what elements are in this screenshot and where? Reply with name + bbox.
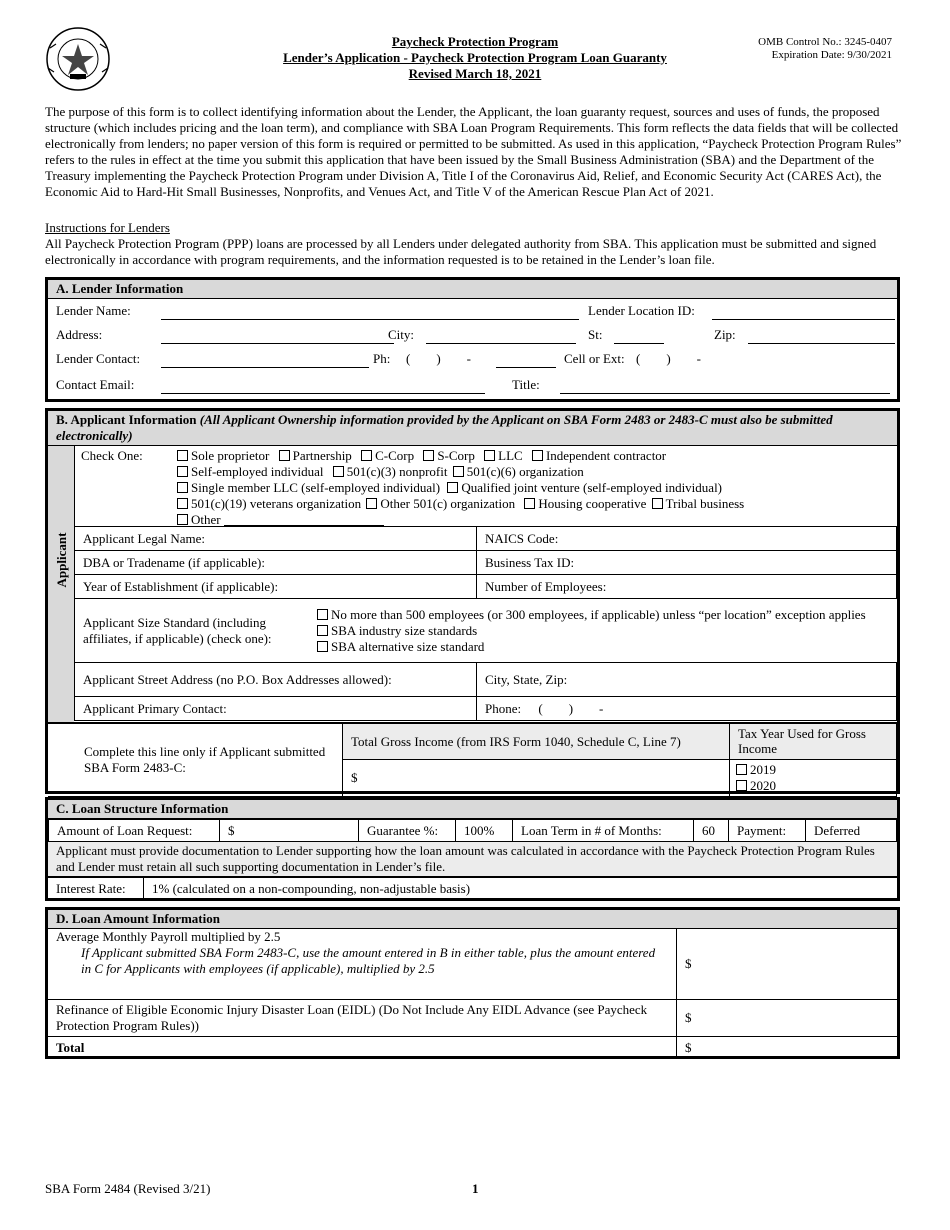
street-address-cell[interactable]: Applicant Street Address (no P.O. Box Addresses allowed): <box>75 663 477 697</box>
tax-year-2020 <box>736 778 888 794</box>
applicant-details-table <box>74 526 897 721</box>
year-2020-label: 2020 <box>750 777 776 793</box>
lender-contact-field[interactable] <box>161 367 369 368</box>
opt-501c19: 501(c)(19) veterans organization <box>191 496 362 511</box>
checkbox-self-employed[interactable] <box>177 466 188 477</box>
checkbox-2019[interactable] <box>736 764 747 775</box>
checkbox-single-member-llc[interactable] <box>177 482 188 493</box>
city-field[interactable] <box>426 343 576 344</box>
size-option-alternative-text: SBA alternative size standard <box>331 638 485 654</box>
city-state-zip-cell[interactable]: City, State, Zip: <box>477 663 897 697</box>
zip-field[interactable] <box>748 343 895 344</box>
applicant-legal-name-cell[interactable]: Applicant Legal Name: <box>75 527 477 551</box>
checkbox-other-501c[interactable] <box>366 498 377 509</box>
omb-info <box>758 36 892 62</box>
interest-rate-table <box>48 877 897 899</box>
opt-s-corp: S-Corp <box>437 448 475 463</box>
opt-partnership: Partnership <box>292 448 352 463</box>
entity-row-5 <box>177 512 744 528</box>
number-employees-cell[interactable]: Number of Employees: <box>477 575 897 599</box>
form-id-footer: SBA Form 2484 (Revised 3/21) <box>45 1181 211 1196</box>
checkbox-501c6[interactable] <box>453 466 464 477</box>
size-standard-row <box>75 599 897 663</box>
total-label: Total <box>48 1036 677 1058</box>
opt-other-501c: Other 501(c) organization <box>380 496 516 511</box>
omb-control-number: OMB Control No.: 3245-0407 <box>758 36 892 48</box>
checkbox-size-industry[interactable] <box>317 625 328 636</box>
checkbox-other[interactable] <box>177 514 188 525</box>
guarantee-value: 100% <box>456 820 513 842</box>
checkbox-tribal-business[interactable] <box>652 498 663 509</box>
size-option-industry-text: SBA industry size standards <box>331 622 478 638</box>
loan-amount-field[interactable]: $ <box>220 820 359 842</box>
lender-name-label: Lender Name: <box>56 303 131 318</box>
interest-rate-value: 1% (calculated on a non-compounding, non-adjustable basis) <box>144 878 898 899</box>
opt-501c3: 501(c)(3) nonprofit <box>346 464 448 479</box>
form-title-block <box>200 34 750 82</box>
payroll-note: If Applicant submitted SBA Form 2483-C, use the amount entered in B in either table, plus the amount entered in C for Applicants with employees (if applicable), multiplied by 2.5 <box>81 945 656 976</box>
opt-sole-proprietor: Sole proprietor <box>191 448 270 463</box>
checkbox-size-500[interactable] <box>317 609 328 620</box>
form-title: Paycheck Protection Program <box>391 34 559 49</box>
loan-term-label: Loan Term in # of Months: <box>513 820 694 842</box>
opt-tribal-business: Tribal business <box>665 496 745 511</box>
size-standard-options <box>317 605 897 657</box>
instructions-title: Instructions for Lenders <box>45 220 170 235</box>
naics-code-cell[interactable]: NAICS Code: <box>477 527 897 551</box>
loan-amount-label: Amount of Loan Request: <box>49 820 220 842</box>
eidl-label: Refinance of Eligible Economic Injury Disaster Loan (EIDL) (Do Not Include Any EIDL Advance (see Paycheck Protection Program Rules)) <box>48 999 677 1036</box>
phone-number-line <box>496 367 556 368</box>
entity-row-4 <box>177 496 744 512</box>
opt-llc: LLC <box>498 448 523 463</box>
sba-seal-logo <box>30 26 126 92</box>
entity-row-2 <box>177 464 744 480</box>
checkbox-partnership[interactable] <box>279 450 290 461</box>
year-established-cell[interactable]: Year of Establishment (if applicable): <box>75 575 477 599</box>
opt-501c6: 501(c)(6) organization <box>466 464 584 479</box>
business-tax-id-cell[interactable]: Business Tax ID: <box>477 551 897 575</box>
state-label: St: <box>588 327 603 342</box>
section-b-note: (All Applicant Ownership information provided by the Applicant on SBA Form 2483 or 2483-C must also be submitted electronically) <box>56 412 833 443</box>
complete-line-note: Complete this line only if Applicant submitted SBA Form 2483-C: <box>48 723 343 796</box>
contact-email-field[interactable] <box>161 393 485 394</box>
gross-income-field[interactable]: $ <box>343 759 730 796</box>
section-c-heading: C. Loan Structure Information <box>48 800 897 819</box>
loan-amount-table <box>48 929 897 1058</box>
form-2483c-table <box>48 722 897 797</box>
cell-ext-field[interactable]: ( ) - <box>636 351 701 366</box>
entity-type-block <box>74 446 897 526</box>
lender-name-field[interactable] <box>161 319 579 320</box>
checkbox-sole-proprietor[interactable] <box>177 450 188 461</box>
checkbox-s-corp[interactable] <box>423 450 434 461</box>
address-field[interactable] <box>161 343 394 344</box>
contact-email-label: Contact Email: <box>56 377 135 392</box>
lender-location-id-field[interactable] <box>712 319 895 320</box>
form-subtitle: Lender’s Application - Paycheck Protection Program Loan Guaranty <box>283 50 667 65</box>
applicant-phone-template: ( ) - <box>538 701 604 716</box>
payroll-amount-field[interactable]: $ <box>677 929 898 999</box>
other-specify-field[interactable] <box>224 513 384 526</box>
section-d-loan-amount <box>45 907 900 1059</box>
section-b-heading <box>48 411 897 446</box>
year-2019-label: 2019 <box>750 761 776 777</box>
phone-field[interactable]: ( ) - <box>406 351 471 366</box>
form-revision: Revised March 18, 2021 <box>408 66 542 81</box>
primary-contact-cell[interactable]: Applicant Primary Contact: <box>75 697 477 721</box>
phone-label: Ph: <box>373 351 391 366</box>
section-a-heading: A. Lender Information <box>48 280 897 299</box>
payroll-label: Average Monthly Payroll multiplied by 2.5 <box>56 929 281 944</box>
lender-contact-label: Lender Contact: <box>56 351 141 366</box>
checkbox-501c19[interactable] <box>177 498 188 509</box>
cell-ext-label: Cell or Ext: <box>564 351 625 366</box>
lender-location-id-label: Lender Location ID: <box>588 303 695 318</box>
title-field[interactable] <box>560 393 890 394</box>
guarantee-label: Guarantee %: <box>359 820 456 842</box>
tax-year-2019 <box>736 762 888 778</box>
opt-other: Other <box>191 512 221 527</box>
opt-housing-cooperative: Housing cooperative <box>538 496 647 511</box>
section-b-title: B. Applicant Information <box>56 412 197 427</box>
state-field[interactable] <box>614 343 664 344</box>
checkbox-501c3[interactable] <box>333 466 344 477</box>
interest-rate-label: Interest Rate: <box>48 878 144 899</box>
size-option-alternative <box>317 639 897 655</box>
size-option-industry <box>317 623 897 639</box>
loan-term-value: 60 <box>694 820 729 842</box>
applicant-side-label: Applicant <box>54 532 69 588</box>
total-amount-field[interactable]: $ <box>677 1036 898 1058</box>
zip-label: Zip: <box>714 327 736 342</box>
address-label: Address: <box>56 327 103 342</box>
applicant-phone-label: Phone: <box>485 701 522 716</box>
title-label: Title: <box>512 377 540 392</box>
gross-income-header: Total Gross Income (from IRS Form 1040, Schedule C, Line 7) <box>343 723 730 759</box>
payment-label: Payment: <box>729 820 806 842</box>
section-a-lender-information <box>45 277 900 402</box>
check-one-label: Check One: <box>81 448 143 463</box>
section-c-loan-structure <box>45 797 900 901</box>
payment-value: Deferred <box>806 820 897 842</box>
checkbox-c-corp[interactable] <box>361 450 372 461</box>
dba-cell[interactable]: DBA or Tradename (if applicable): <box>75 551 477 575</box>
payroll-row <box>48 929 677 999</box>
section-d-heading: D. Loan Amount Information <box>48 910 897 929</box>
eidl-amount-field[interactable]: $ <box>677 999 898 1036</box>
checkbox-housing-cooperative[interactable] <box>524 498 535 509</box>
loan-structure-table <box>48 819 897 842</box>
checkbox-2020[interactable] <box>736 780 747 791</box>
opt-qualified-joint-venture: Qualified joint venture (self-employed individual) <box>461 480 723 495</box>
opt-independent-contractor: Independent contractor <box>545 448 667 463</box>
opt-c-corp: C-Corp <box>375 448 415 463</box>
city-label: City: <box>388 327 415 342</box>
checkbox-independent-contractor[interactable] <box>532 450 543 461</box>
tax-year-options <box>730 759 897 796</box>
checkbox-qualified-joint-venture[interactable] <box>447 482 458 493</box>
opt-single-member-llc: Single member LLC (self-employed individual) <box>191 480 441 495</box>
checkbox-size-alternative[interactable] <box>317 641 328 652</box>
checkbox-llc[interactable] <box>484 450 495 461</box>
size-option-500-employees <box>317 607 897 623</box>
entity-row-1 <box>177 448 744 464</box>
documentation-note: Applicant must provide documentation to Lender supporting how the loan amount was calculated in accordance with the Paycheck Protection Program Rules and Lender must retain all such supporting documentation in Lender’s file. <box>48 842 897 877</box>
applicant-phone-cell[interactable] <box>477 697 897 721</box>
section-b-applicant-information <box>45 408 900 794</box>
size-option-500-text: No more than 500 employees (or 300 employees, if applicable) unless “per location” exception applies <box>331 606 866 622</box>
entity-row-3 <box>177 480 744 496</box>
tax-year-header: Tax Year Used for Gross Income <box>730 723 897 759</box>
opt-self-employed: Self-employed individual <box>191 464 324 479</box>
purpose-paragraph: The purpose of this form is to collect identifying information about the Lender, the Applicant, the loan guaranty request, sources and uses of funds, the proposed structure (which includes pricing and the loan term), and compliance with SBA Loan Program Requirements. This form reflects the data fields that will be collected electronically from lenders; no paper version of this form is required or permitted to be submitted. As used in this application, “Paycheck Protection Program Rules” refers to the rules in effect at the time you submit this application that have been issued by the Small Business Administration (SBA) and the Department of the Treasury implementing the Paycheck Protection Program under Division A, Title I of the Coronavirus Aid, Relief, and Economic Security Act (CARES Act), the Economic Aid to Hard-Hit Small Businesses, Nonprofits, and Venues Act, and Title V of the American Rescue Plan Act of 2021. <box>45 104 902 199</box>
size-standard-label: Applicant Size Standard (including affiliates, if applicable) (check one): <box>83 614 272 646</box>
page-number: 1 <box>472 1181 479 1196</box>
applicant-side-bar <box>48 446 74 722</box>
instructions-body: All Paycheck Protection Program (PPP) loans are processed by all Lenders under delegated authority from SBA. This application must be submitted and signed electronically in accordance with program requirements, and the information requested is to be retained in the Lender’s loan file. <box>45 236 877 267</box>
expiration-date: Expiration Date: 9/30/2021 <box>771 49 892 61</box>
